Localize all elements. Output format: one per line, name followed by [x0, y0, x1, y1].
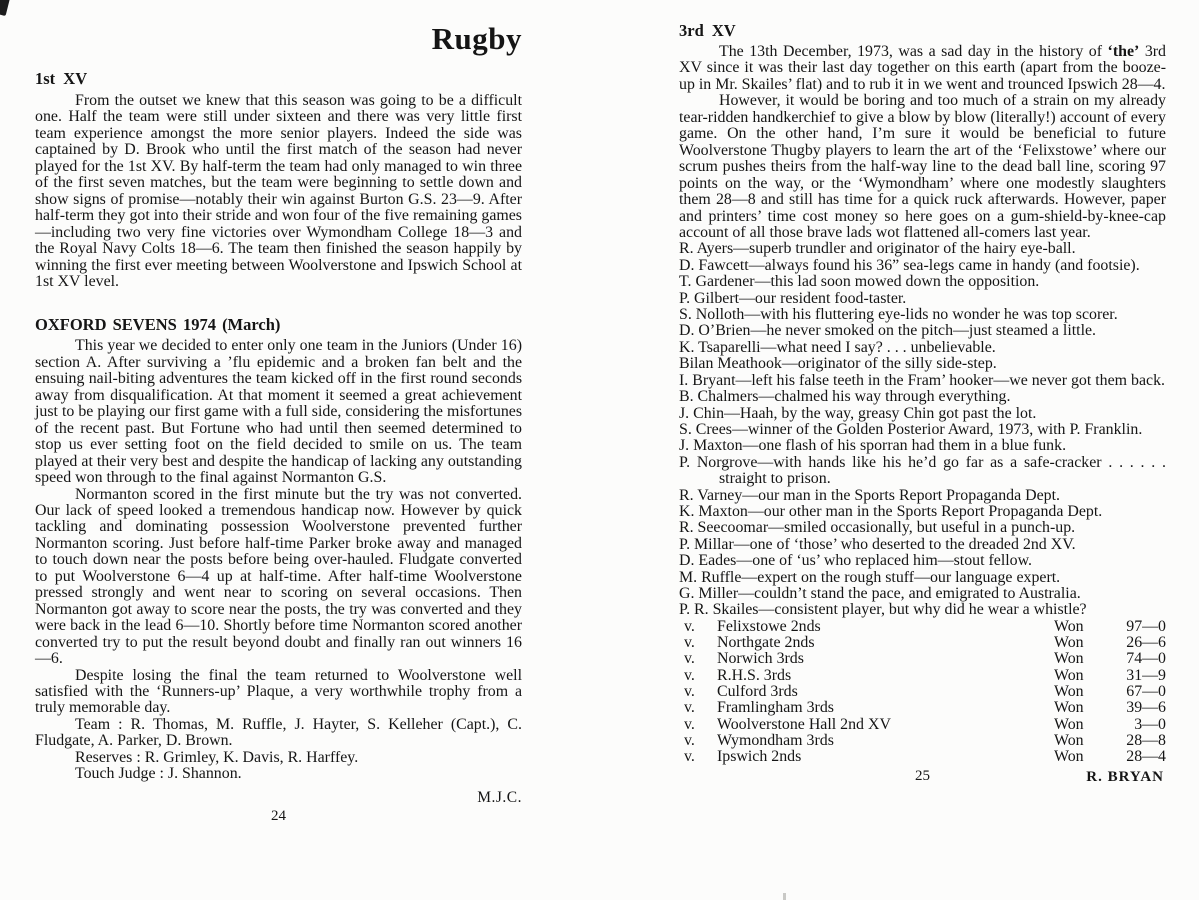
result-versus: v. — [684, 617, 695, 635]
result-score: 74—0 — [1126, 650, 1166, 668]
team-line: Team : R. Thomas, M. Ruffle, J. Hayter, S. Kelleher (Capt.), C. Fludgate, A. Parker, D. Brown. — [35, 715, 522, 750]
player-entry: P. Norgrove—with hands like his he’d go far as a safe-cracker . . . . . . straight to prison. — [679, 453, 1166, 488]
result-outcome: Won — [1054, 666, 1084, 684]
result-versus: v. — [684, 715, 695, 733]
player-list — [679, 241, 1166, 618]
result-outcome: Won — [1054, 650, 1084, 668]
author-name: R. BRYAN — [1086, 769, 1164, 786]
page-number-24: 24 — [271, 807, 286, 824]
result-row — [679, 668, 1166, 684]
result-row — [679, 749, 1166, 765]
player-entry: D. Eades—one of ‘us’ who replaced him—stout fellow. — [679, 552, 1033, 570]
page-title: Rugby — [431, 21, 522, 56]
result-score: 31—9 — [1126, 666, 1166, 684]
paragraph-oxford-2: Normanton scored in the first minute but the try was not converted. Our lack of speed looked a tremendous handicap now. However by quick tackling and dominating possession Woolverstone prevented further Normanton scoring. Just before half-time Parker broke away and managed to touch down near the posts before being over-hauled. Fludgate converted to put Woolverstone 6—4 up at half-time. After half-time Woolverstone pressed strongly and went near to scoring on several occasions. Then Normanton got away to score near the posts, the try was converted and they were back in the lead 6—10. Shortly before time Normanton scored another converted try to put the result beyond doubt and finally ran out winners 16—6. — [35, 485, 522, 668]
result-score: 97—0 — [1126, 617, 1166, 635]
page-number-25: 25 — [915, 768, 930, 785]
scan-artifact-corner — [0, 0, 10, 16]
result-versus: v. — [684, 731, 695, 749]
paragraph-1st-xv: From the outset we knew that this season was going to be a difficult one. Half the team were still under sixteen and there was very little first team experience amongst the more senior players. Indeed the side was captained by D. Brook who until the first match of the season had never played for the 1st XV. By half-term the team had only managed to win three of the first seven matches, but the team were beginning to settle down and show signs of promise—notably their win against Burton G.S. 23—9. After half-term they got into their stride and won four of the five remaining games—including two very fine victories over Wymondham College 18—3 and the Royal Navy Colts 18—6. The team then finished the season happily by winning the first ever meeting between Woolverstone and Ipswich School at 1st XV level. — [35, 92, 522, 290]
paragraph-text: 3rd XV since it was their last day together on this earth (apart from the booze-up in Mr. Skailes’ flat) and to rub it in we went and trounced Ipswich 28—4. — [679, 43, 1167, 93]
bold-the: ‘the’ — [1107, 43, 1140, 60]
result-score: 39—6 — [1126, 699, 1166, 717]
result-row — [679, 619, 1166, 635]
section-heading-oxford-sevens: OXFORD SEVENS 1974 (March) — [35, 315, 281, 335]
player-entry: J. Maxton—one flash of his sporran had them in a blue funk. — [679, 437, 1067, 455]
player-entry: K. Maxton—our other man in the Sports Report Propaganda Dept. — [679, 502, 1103, 520]
paragraph-text: The 13th December, 1973, was a sad day in the history of — [719, 43, 1108, 60]
page-24 — [35, 22, 522, 824]
result-outcome: Won — [1054, 682, 1084, 700]
player-entry: M. Ruffle—expert on the rough stuff—our language expert. — [679, 568, 1061, 586]
result-outcome: Won — [1054, 699, 1084, 717]
result-team: Framlingham 3rds — [717, 699, 834, 717]
result-versus: v. — [684, 634, 695, 652]
reserves-line: Reserves : R. Grimley, K. Davis, R. Harffey. — [75, 748, 359, 766]
result-team: Felixstowe 2nds — [717, 617, 821, 635]
result-row — [679, 651, 1166, 667]
player-entry: D. O’Brien—he never smoked on the pitch—just steamed a little. — [679, 322, 1097, 340]
player-entry: B. Chalmers—chalmed his way through everything. — [679, 388, 1011, 406]
scan-artifact-gutter — [783, 893, 786, 900]
result-team: Culford 3rds — [717, 682, 798, 700]
result-team: Ipswich 2nds — [717, 748, 802, 766]
result-team: R.H.S. 3rds — [717, 666, 792, 684]
section-heading-3rd-xv: 3rd XV — [679, 21, 736, 40]
paragraph-oxford-3: Despite losing the final the team returned to Woolverstone well satisfied with the ‘Runners-up’ Plaque, a very worthwhile trophy from a truly memorable day. — [35, 666, 522, 717]
result-outcome: Won — [1054, 634, 1084, 652]
player-entry: I. Bryant—left his false teeth in the Fram’ hooker—we never got them back. — [679, 371, 1165, 389]
result-team: Woolverstone Hall 2nd XV — [717, 715, 891, 733]
player-entry: K. Tsaparelli—what need I say? . . . unbelievable. — [679, 338, 996, 356]
result-row — [679, 717, 1166, 733]
result-score: 3—0 — [1134, 715, 1166, 733]
page-25 — [679, 14, 1166, 786]
player-entry: D. Fawcett—always found his 36” sea-legs came in handy (and footsie). — [679, 256, 1140, 274]
result-row — [679, 733, 1166, 749]
player-entry: Bilan Meathook—originator of the silly side-step. — [679, 355, 997, 373]
result-versus: v. — [684, 650, 695, 668]
result-outcome: Won — [1054, 715, 1084, 733]
result-versus: v. — [684, 748, 695, 766]
result-team: Norwich 3rds — [717, 650, 804, 668]
player-entry: R. Varney—our man in the Sports Report Propaganda Dept. — [679, 486, 1061, 504]
player-entry: S. Nolloth—with his fluttering eye-lids no wonder he was top scorer. — [679, 306, 1118, 324]
result-versus: v. — [684, 682, 695, 700]
player-entry: J. Chin—Haah, by the way, greasy Chin got past the lot. — [679, 404, 1037, 422]
paragraph-3rd-xv-1 — [679, 44, 1166, 93]
result-score: 67—0 — [1126, 682, 1166, 700]
result-versus: v. — [684, 666, 695, 684]
player-entry: P. R. Skailes—consistent player, but why did he wear a whistle? — [679, 601, 1087, 619]
results-table — [679, 619, 1166, 766]
result-outcome: Won — [1054, 617, 1084, 635]
result-row — [679, 684, 1166, 700]
section-heading-1st-xv: 1st XV — [35, 69, 88, 88]
player-entry: T. Gardener—this lad soon mowed down the opposition. — [679, 273, 1040, 291]
result-outcome: Won — [1054, 731, 1084, 749]
result-versus: v. — [684, 699, 695, 717]
player-entry: G. Miller—couldn’t stand the pace, and emigrated to Australia. — [679, 584, 1081, 602]
author-initials: M.J.C. — [477, 788, 522, 806]
result-row — [679, 700, 1166, 716]
paragraph-oxford-1: This year we decided to enter only one team in the Juniors (Under 16) section A. After surviving a ’flu epidemic and a broken fan belt and the ensuing nail-biting adventures the team kicked off in the first round seconds away from disqualification. At that moment it seemed a great achievement just to be playing our first game with a full side, considering the misfortunes of the recent past. But Fortune who had until then seemed determined to stop us ever setting foot on the field decided to smile on us. The team played at their very best and despite the handicap of lacking any outstanding speed won through to the final against Normanton G.S. — [35, 337, 522, 487]
player-entry: P. Gilbert—our resident food-taster. — [679, 289, 907, 307]
result-score: 28—4 — [1126, 748, 1166, 766]
touch-judge-line: Touch Judge : J. Shannon. — [75, 765, 242, 783]
player-entry: S. Crees—winner of the Golden Posterior Award, 1973, with P. Franklin. — [679, 420, 1143, 438]
page-footer — [679, 768, 1166, 786]
paragraph-3rd-xv-2: However, it would be boring and too much of a strain on my already tear-ridden handkerchief to give a blow by blow (literally!) account of every game. On the other hand, I’m sure it would be beneficial to future Woolverstone Thugby players to learn the art of the ‘Felixstowe’ where our scrum pushes theirs from the half-way line to the dead ball line, scoring 97 points on the way, or the ‘Wymondham’ where one modestly slaughters them 28—8 and still has time for a quick ruck afterwards. However, paper and printers’ time cost money so here goes on a gum-shield-by-knee-cap account of all those brave lads wot flattened all-comers last year. — [679, 92, 1166, 241]
result-outcome: Won — [1054, 748, 1084, 766]
player-entry: P. Millar—one of ‘those’ who deserted to the dreaded 2nd XV. — [679, 535, 1076, 553]
result-score: 26—6 — [1126, 634, 1166, 652]
result-score: 28—8 — [1126, 731, 1166, 749]
result-team: Northgate 2nds — [717, 634, 815, 652]
player-entry: R. Ayers—superb trundler and originator of the hairy eye-ball. — [679, 240, 1076, 258]
result-row — [679, 635, 1166, 651]
result-team: Wymondham 3rds — [717, 731, 834, 749]
player-entry: R. Seecoomar—smiled occasionally, but useful in a punch-up. — [679, 519, 1076, 537]
